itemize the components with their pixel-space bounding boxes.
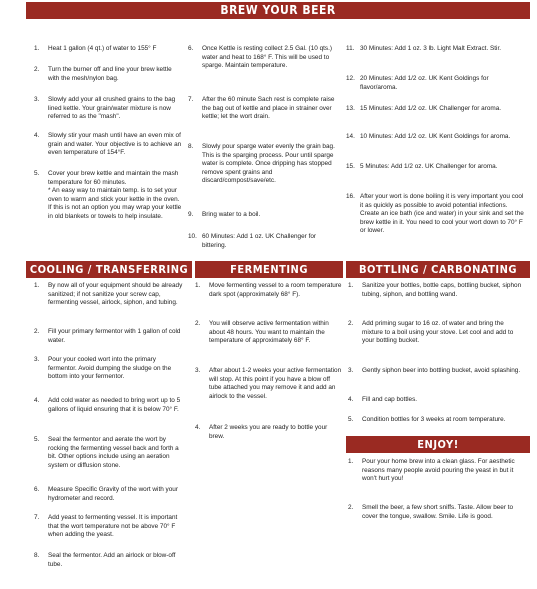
- step-number: 1.: [348, 282, 354, 289]
- step-number: 2.: [348, 320, 354, 327]
- step-number: 6.: [188, 45, 194, 52]
- step-number: 8.: [34, 552, 40, 559]
- step-number: 4.: [34, 397, 40, 404]
- step-number: 2.: [34, 66, 40, 73]
- step-number: 3.: [195, 367, 201, 374]
- step-number: 6.: [34, 486, 40, 493]
- banner-bottling-carbonating: [346, 261, 530, 278]
- banner-fermenting: [195, 261, 343, 278]
- step-text: By now all of your equipment should be already sanitized; if not sanitize your screw cap, fermenting vessel, airlock, siphon, and tubing.: [48, 282, 183, 307]
- step-number: 9.: [188, 211, 194, 218]
- step-number: 1.: [195, 282, 201, 289]
- step-number: 12.: [346, 75, 355, 82]
- step-text: After the 60 minute Sach rest is complete raise the bag out of kettle and place in strainer over kettle; let the wort drain.: [202, 96, 335, 121]
- step-text: Add cold water as needed to bring wort up to 5 gallons of liquid ensuring that it is below 70° F.: [48, 397, 181, 413]
- step-text: Fill your primary fermentor with 1 gallon of cold water.: [48, 328, 181, 344]
- step-number: 11.: [346, 45, 355, 52]
- step-number: 7.: [34, 514, 40, 521]
- step-number: 8.: [188, 143, 194, 150]
- banner-cooling-transferring: [26, 261, 192, 278]
- step-text: 30 Minutes: Add 1 oz. 3 lb. Light Malt Extract. Stir.: [360, 45, 502, 52]
- step-number: 5.: [34, 170, 40, 177]
- step-number: 1.: [34, 282, 40, 289]
- step-text: Measure Specific Gravity of the wort with your hydrometer and record.: [48, 486, 178, 502]
- section-title-enjoy: ENJOY!: [417, 438, 459, 451]
- step-number: 2.: [348, 504, 354, 511]
- step-number: 7.: [188, 96, 194, 103]
- step-text: After 2 weeks you are ready to bottle your brew.: [209, 424, 328, 440]
- step-text: Cover your brew kettle and maintain the mash temperature for 60 minutes. * An easy way to maintain temp. is to set your oven to warm and stick your kettle in the oven. If this is not an option you may wrap your kettle in old blankets or towels to help insulate.: [48, 170, 182, 220]
- step-text: Pour your cooled wort into the primary fermentor. Avoid dumping the sludge on the bottom into your fermentor.: [48, 356, 172, 381]
- step-text: Once Kettle is resting collect 2.5 Gal. (10 qts.) water and heat to 168° F. This will be used to sparge. Maintain temperature.: [202, 45, 333, 70]
- banner-brew-your-beer: [26, 2, 530, 19]
- step-text: Add yeast to fermenting vessel. It is important that the wort temperature not be above 70° F when adding the yeast.: [48, 514, 178, 539]
- step-number: 4.: [34, 132, 40, 139]
- step-text: You will observe active fermentation within about 48 hours. You want to maintain the temperature of approximately 68° F.: [209, 320, 329, 345]
- step-text: After about 1-2 weeks your active fermentation will stop. At this point if you have a blow off tube attached you may remove it and add an airlock to the vessel.: [209, 367, 342, 400]
- step-text: 15 Minutes: Add 1/2 oz. UK Challenger for aroma.: [360, 105, 502, 112]
- step-text: Fill and cap bottles.: [362, 396, 418, 403]
- step-text: Smell the beer, a few short sniffs. Taste. Allow beer to cover the tongue, swallow. Smile. Life is good.: [362, 504, 514, 520]
- step-text: 5 Minutes: Add 1/2 oz. UK Challenger for aroma.: [360, 163, 498, 170]
- step-number: 5.: [348, 416, 354, 423]
- step-text: Seal the fermentor. Add an airlock or blow-off tube.: [48, 552, 176, 568]
- banner-enjoy: [346, 436, 530, 453]
- step-text: Condition bottles for 3 weeks at room temperature.: [362, 416, 506, 423]
- section-title-bottling: BOTTLING / CARBONATING: [358, 263, 517, 276]
- step-number: 10.: [188, 233, 197, 240]
- step-number: 2.: [34, 328, 40, 335]
- step-text: Seal the fermentor and aerate the wort by rocking the fermenting vessel back and forth a bit. Other options include using an aeration system or diffusion stone.: [48, 436, 179, 469]
- step-number: 3.: [348, 367, 354, 374]
- step-text: Gently siphon beer into bottling bucket, avoid splashing.: [362, 367, 521, 374]
- step-text: Slowly pour sparge water evenly the grain bag. This is the sparging process. Pour until sparge water is complete. Once dripping has stopped remove spent grains and discard/compost/save/etc.: [202, 143, 335, 185]
- section-title-cooling: COOLING / TRANSFERRING: [29, 263, 189, 276]
- step-text: 10 Minutes: Add 1/2 oz. UK Kent Goldings for aroma.: [360, 133, 511, 140]
- section-title-brew: BREW YOUR BEER: [220, 3, 336, 17]
- step-number: 4.: [348, 396, 354, 403]
- step-number: 3.: [34, 96, 40, 103]
- step-number: 16.: [346, 193, 355, 200]
- step-text: Slowly stir your mash until have an even mix of grain and water. Your objective is to achieve an even temperature of 154°F.: [48, 132, 182, 157]
- step-number: 1.: [348, 458, 354, 465]
- step-number: 4.: [195, 424, 201, 431]
- step-text: 20 Minutes: Add 1/2 oz. UK Kent Goldings for flavor/aroma.: [360, 75, 489, 91]
- step-text: Add priming sugar to 16 oz. of water and bring the mixture to a boil using your stove. Let cool and add to your bottling bucket.: [362, 320, 514, 345]
- step-number: 5.: [34, 436, 40, 443]
- step-text: Bring water to a boil.: [202, 211, 261, 218]
- step-number: 14.: [346, 133, 355, 140]
- step-text: Turn the burner off and line your brew kettle with the mesh/nylon bag.: [48, 66, 172, 82]
- step-text: 60 Minutes: Add 1 oz. UK Challenger for bittering.: [202, 233, 317, 249]
- step-number: 3.: [34, 356, 40, 363]
- step-number: 2.: [195, 320, 201, 327]
- step-text: Heat 1 gallon (4 qt.) of water to 155° F: [48, 45, 157, 52]
- step-text: Slowly add your all crushed grains to the bag lined kettle. Your grain/water mixture is now referred to as the "mash".: [48, 96, 176, 121]
- section-title-fermenting: FERMENTING: [230, 263, 308, 276]
- step-text: Move fermenting vessel to a room temperature dark spot (approximately 68° F).: [209, 282, 342, 298]
- step-text: Sanitize your bottles, bottle caps, bottling bucket, siphon tubing, siphon, and bottling wand.: [362, 282, 522, 298]
- step-number: 1.: [34, 45, 40, 52]
- step-text: After your wort is done boiling it is very important you cool it as quickly as possible to avoid potential infections. Create an ice bath (ice and water) in your sink and set the brew kettle in it. You need to cool your wort down to 70° F or lower.: [360, 193, 524, 235]
- step-number: 13.: [346, 105, 355, 112]
- step-number: 15.: [346, 163, 355, 170]
- step-text: Pour your home brew into a clean glass. For aesthetic reasons many people avoid pouring the yeast in but it won't hurt you!: [362, 458, 515, 483]
